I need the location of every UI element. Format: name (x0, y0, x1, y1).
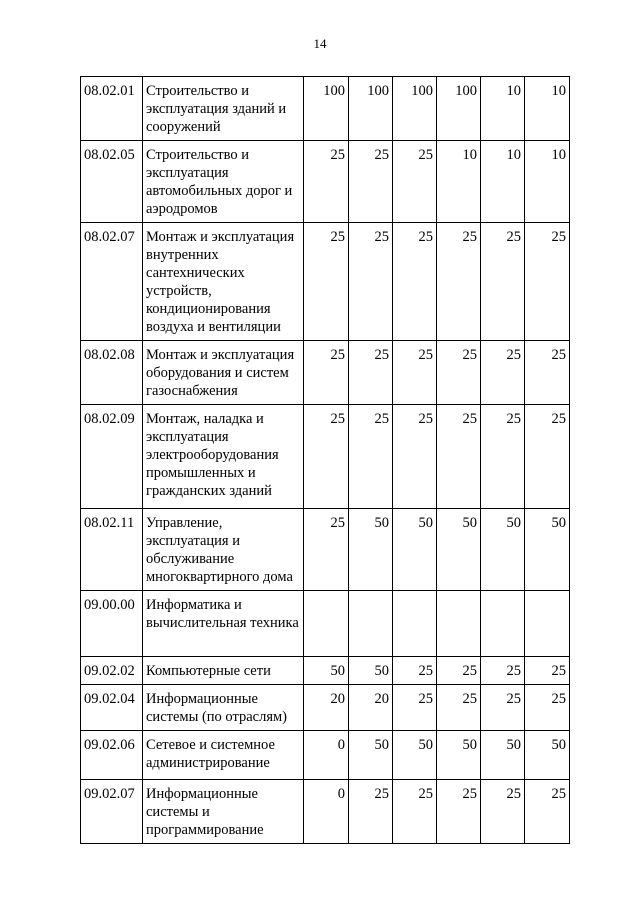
value-cell: 10 (481, 141, 525, 223)
value-cell: 25 (437, 341, 481, 405)
table-row (81, 405, 570, 509)
specialty-name: Строительство и эксплуатация зданий и сооружений (143, 77, 304, 141)
value-cell: 25 (481, 341, 525, 405)
value-cell: 50 (349, 657, 393, 685)
specialty-code: 09.02.06 (81, 731, 143, 780)
value-cell: 25 (393, 141, 437, 223)
table-row (81, 223, 570, 341)
value-cell: 0 (304, 731, 349, 780)
specialty-code: 09.00.00 (81, 591, 143, 657)
value-cell: 20 (304, 685, 349, 731)
table-row (81, 141, 570, 223)
value-cell: 10 (481, 77, 525, 141)
specialty-code: 08.02.05 (81, 141, 143, 223)
specialty-name: Информационные системы (по отраслям) (143, 685, 304, 731)
value-cell (393, 591, 437, 657)
value-cell: 25 (437, 223, 481, 341)
specialty-code: 08.02.07 (81, 223, 143, 341)
specialty-code: 08.02.08 (81, 341, 143, 405)
value-cell: 25 (349, 405, 393, 509)
value-cell: 25 (525, 223, 570, 341)
value-cell: 10 (437, 141, 481, 223)
table-row (81, 509, 570, 591)
specialty-name: Компьютерные сети (143, 657, 304, 685)
value-cell: 25 (304, 223, 349, 341)
table-row (81, 780, 570, 844)
value-cell: 50 (393, 509, 437, 591)
value-cell: 25 (349, 141, 393, 223)
specialty-code: 08.02.11 (81, 509, 143, 591)
value-cell: 25 (304, 141, 349, 223)
value-cell: 50 (437, 509, 481, 591)
value-cell: 25 (481, 405, 525, 509)
table-body (81, 77, 570, 844)
value-cell: 25 (349, 780, 393, 844)
value-cell: 100 (437, 77, 481, 141)
value-cell: 25 (481, 657, 525, 685)
value-cell: 50 (349, 731, 393, 780)
table-row (81, 341, 570, 405)
value-cell: 25 (304, 405, 349, 509)
table-row (81, 685, 570, 731)
value-cell: 100 (349, 77, 393, 141)
page-number: 14 (313, 36, 327, 51)
value-cell: 10 (525, 77, 570, 141)
value-cell: 25 (349, 223, 393, 341)
specialty-code: 09.02.07 (81, 780, 143, 844)
value-cell: 25 (393, 657, 437, 685)
value-cell: 50 (437, 731, 481, 780)
value-cell (349, 591, 393, 657)
value-cell (304, 591, 349, 657)
value-cell: 25 (437, 780, 481, 844)
value-cell: 25 (304, 341, 349, 405)
value-cell: 25 (525, 780, 570, 844)
specialties-table (80, 76, 570, 844)
value-cell: 25 (437, 405, 481, 509)
value-cell: 25 (393, 223, 437, 341)
specialty-code: 09.02.02 (81, 657, 143, 685)
specialty-name: Монтаж и эксплуатация внутренних сантехнических устройств, кондиционирования воздуха и вентиляции (143, 223, 304, 341)
specialty-name: Информационные системы и программирование (143, 780, 304, 844)
value-cell: 100 (304, 77, 349, 141)
specialty-name: Монтаж, наладка и эксплуатация электрооборудования промышленных и гражданских зданий (143, 405, 304, 509)
value-cell: 50 (525, 731, 570, 780)
value-cell: 100 (393, 77, 437, 141)
value-cell: 25 (393, 685, 437, 731)
value-cell: 20 (349, 685, 393, 731)
table-row (81, 657, 570, 685)
value-cell: 25 (525, 341, 570, 405)
value-cell: 25 (304, 509, 349, 591)
value-cell: 25 (437, 657, 481, 685)
value-cell: 25 (525, 685, 570, 731)
value-cell: 50 (525, 509, 570, 591)
specialty-name: Информатика и вычислительная техника (143, 591, 304, 657)
value-cell: 25 (525, 405, 570, 509)
value-cell: 50 (304, 657, 349, 685)
value-cell: 25 (393, 780, 437, 844)
specialty-name: Строительство и эксплуатация автомобильных дорог и аэродромов (143, 141, 304, 223)
value-cell: 50 (481, 509, 525, 591)
specialty-code: 08.02.09 (81, 405, 143, 509)
specialty-name: Монтаж и эксплуатация оборудования и систем газоснабжения (143, 341, 304, 405)
specialty-name: Управление, эксплуатация и обслуживание многоквартирного дома (143, 509, 304, 591)
value-cell: 25 (481, 223, 525, 341)
specialty-name: Сетевое и системное администрирование (143, 731, 304, 780)
value-cell (481, 591, 525, 657)
value-cell: 50 (349, 509, 393, 591)
value-cell: 25 (393, 405, 437, 509)
table-row (81, 77, 570, 141)
specialty-code: 09.02.04 (81, 685, 143, 731)
specialty-code: 08.02.01 (81, 77, 143, 141)
value-cell: 50 (393, 731, 437, 780)
value-cell: 10 (525, 141, 570, 223)
value-cell: 25 (525, 657, 570, 685)
value-cell: 0 (304, 780, 349, 844)
value-cell: 25 (393, 341, 437, 405)
value-cell (525, 591, 570, 657)
value-cell: 50 (481, 731, 525, 780)
value-cell: 25 (349, 341, 393, 405)
value-cell: 25 (481, 780, 525, 844)
value-cell (437, 591, 481, 657)
value-cell: 25 (437, 685, 481, 731)
table-row (81, 731, 570, 780)
value-cell: 25 (481, 685, 525, 731)
table-row (81, 591, 570, 657)
